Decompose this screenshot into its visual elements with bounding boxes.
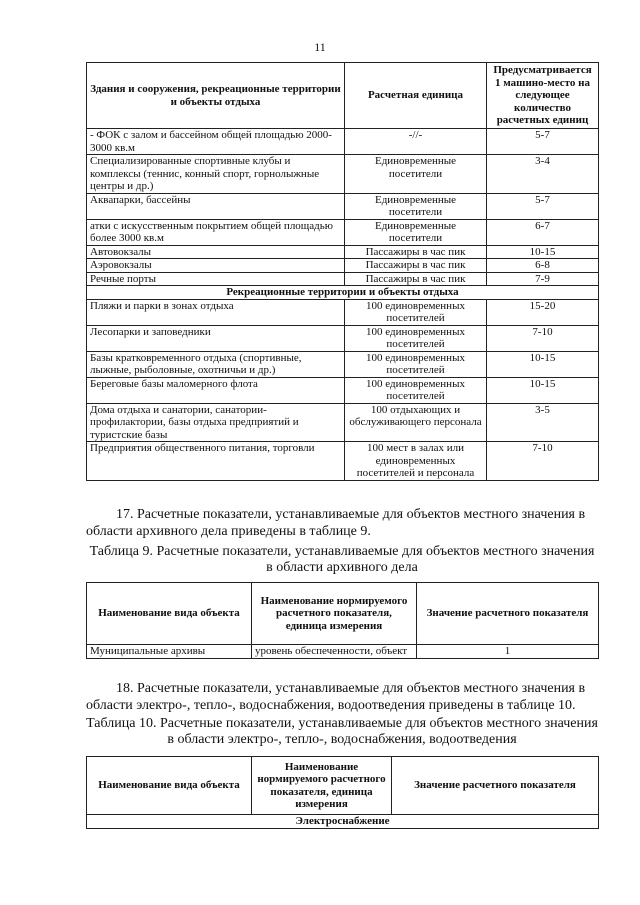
column-header: Наименование вида объекта: [87, 757, 252, 815]
section-heading: Электроснабжение: [87, 815, 599, 829]
table-row: [87, 645, 599, 659]
table-cell: Автовокзалы: [87, 245, 345, 259]
table-row: [87, 219, 599, 245]
table-row: [87, 193, 599, 219]
table-cell: - ФОК с залом и бассейном общей площадью 2000-3000 кв.м: [87, 129, 345, 155]
table-cell: Речные порты: [87, 272, 345, 286]
table-cell: 7-10: [487, 325, 599, 351]
table-row: [87, 299, 599, 325]
table-cell: Единовременные посетители: [345, 155, 487, 194]
table-row: [87, 129, 599, 155]
table-row: [87, 403, 599, 442]
column-header: Расчетная единица: [345, 63, 487, 129]
table-cell: Лесопарки и заповедники: [87, 325, 345, 351]
archive-table: [86, 582, 599, 659]
table-cell: 6-8: [487, 259, 599, 273]
table-row: [87, 351, 599, 377]
table-cell: 10-15: [487, 377, 599, 403]
table-cell: Единовременные посетители: [345, 219, 487, 245]
table-cell: Дома отдыха и санатории, санатории-профилактории, базы отдыха предприятий и туристские базы: [87, 403, 345, 442]
paragraph-18: 18. Расчетные показатели, устанавливаемые для объектов местного значения в области электро-, тепло-, водоснабжения, водоотведения приведены в таблице 10.: [86, 681, 586, 713]
table-cell: Аквапарки, бассейны: [87, 193, 345, 219]
section-heading: Рекреационные территории и объекты отдыха: [87, 286, 599, 300]
table-cell: -//-: [345, 129, 487, 155]
utilities-table: [86, 756, 599, 829]
table-row: [87, 245, 599, 259]
column-header: Наименование нормируемого расчетного показателя, единица измерения: [252, 757, 392, 815]
table-cell: 100 единовременных посетителей: [345, 299, 487, 325]
table-cell: 1: [417, 645, 599, 659]
table-cell: уровень обеспеченности, объект: [252, 645, 417, 659]
table-cell: 7-9: [487, 272, 599, 286]
table-row: [87, 259, 599, 273]
table-cell: Аэровокзалы: [87, 259, 345, 273]
table-cell: 5-7: [487, 193, 599, 219]
table-header-row: [87, 757, 599, 815]
table-9-caption: Таблица 9. Расчетные показатели, устанавливаемые для объектов местного значения в области архивного дела: [89, 544, 595, 575]
table-cell: Пассажиры в час пик: [345, 272, 487, 286]
table-cell: 100 отдыхающих и обслуживающего персонала: [345, 403, 487, 442]
column-header: Наименование нормируемого расчетного показателя, единица измерения: [252, 583, 417, 645]
table-cell: Предприятия общественного питания, торговли: [87, 442, 345, 481]
table-cell: атки с искусственным покрытием общей площадью более 3000 кв.м: [87, 219, 345, 245]
parking-table: [86, 62, 599, 481]
table-header-row: [87, 63, 599, 129]
table-10-caption: Таблица 10. Расчетные показатели, устанавливаемые для объектов местного значения в области электро-, тепло-, водоснабжения, водоотведения: [86, 716, 598, 747]
table-cell: 100 мест в залах или единовременных посетителей и персонала: [345, 442, 487, 481]
column-header: Здания и сооружения, рекреационные территории и объекты отдыха: [87, 63, 345, 129]
table-cell: 6-7: [487, 219, 599, 245]
table-header-row: [87, 583, 599, 645]
table-cell: 3-5: [487, 403, 599, 442]
table-cell: Пассажиры в час пик: [345, 259, 487, 273]
table-cell: 100 единовременных посетителей: [345, 377, 487, 403]
table-cell: Пляжи и парки в зонах отдыха: [87, 299, 345, 325]
table-cell: 10-15: [487, 351, 599, 377]
table-cell: Пассажиры в час пик: [345, 245, 487, 259]
table-cell: Специализированные спортивные клубы и комплексы (теннис, конный спорт, горнолыжные центры и др.): [87, 155, 345, 194]
table-row: [87, 155, 599, 194]
column-header: Предусматривается 1 машино-место на следующее количество расчетных единиц: [487, 63, 599, 129]
paragraph-17: 17. Расчетные показатели, устанавливаемые для объектов местного значения в области архивного дела приведены в таблице 9.: [86, 507, 586, 539]
column-header: Значение расчетного показателя: [392, 757, 599, 815]
table-row: [87, 272, 599, 286]
table-cell: 100 единовременных посетителей: [345, 325, 487, 351]
table-row: [87, 377, 599, 403]
column-header: Значение расчетного показателя: [417, 583, 599, 645]
page-number: 11: [314, 40, 326, 54]
section-row: [87, 815, 599, 829]
section-row: [87, 286, 599, 300]
table-row: [87, 325, 599, 351]
table-cell: 10-15: [487, 245, 599, 259]
table-cell: Базы кратковременного отдыха (спортивные, лыжные, рыболовные, охотничьи и др.): [87, 351, 345, 377]
column-header: Наименование вида объекта: [87, 583, 252, 645]
table-cell: Муниципальные архивы: [87, 645, 252, 659]
table-cell: 5-7: [487, 129, 599, 155]
table-row: [87, 442, 599, 481]
table-cell: 7-10: [487, 442, 599, 481]
table-cell: 3-4: [487, 155, 599, 194]
table-cell: Единовременные посетители: [345, 193, 487, 219]
table-cell: Береговые базы маломерного флота: [87, 377, 345, 403]
table-cell: 15-20: [487, 299, 599, 325]
table-cell: 100 единовременных посетителей: [345, 351, 487, 377]
